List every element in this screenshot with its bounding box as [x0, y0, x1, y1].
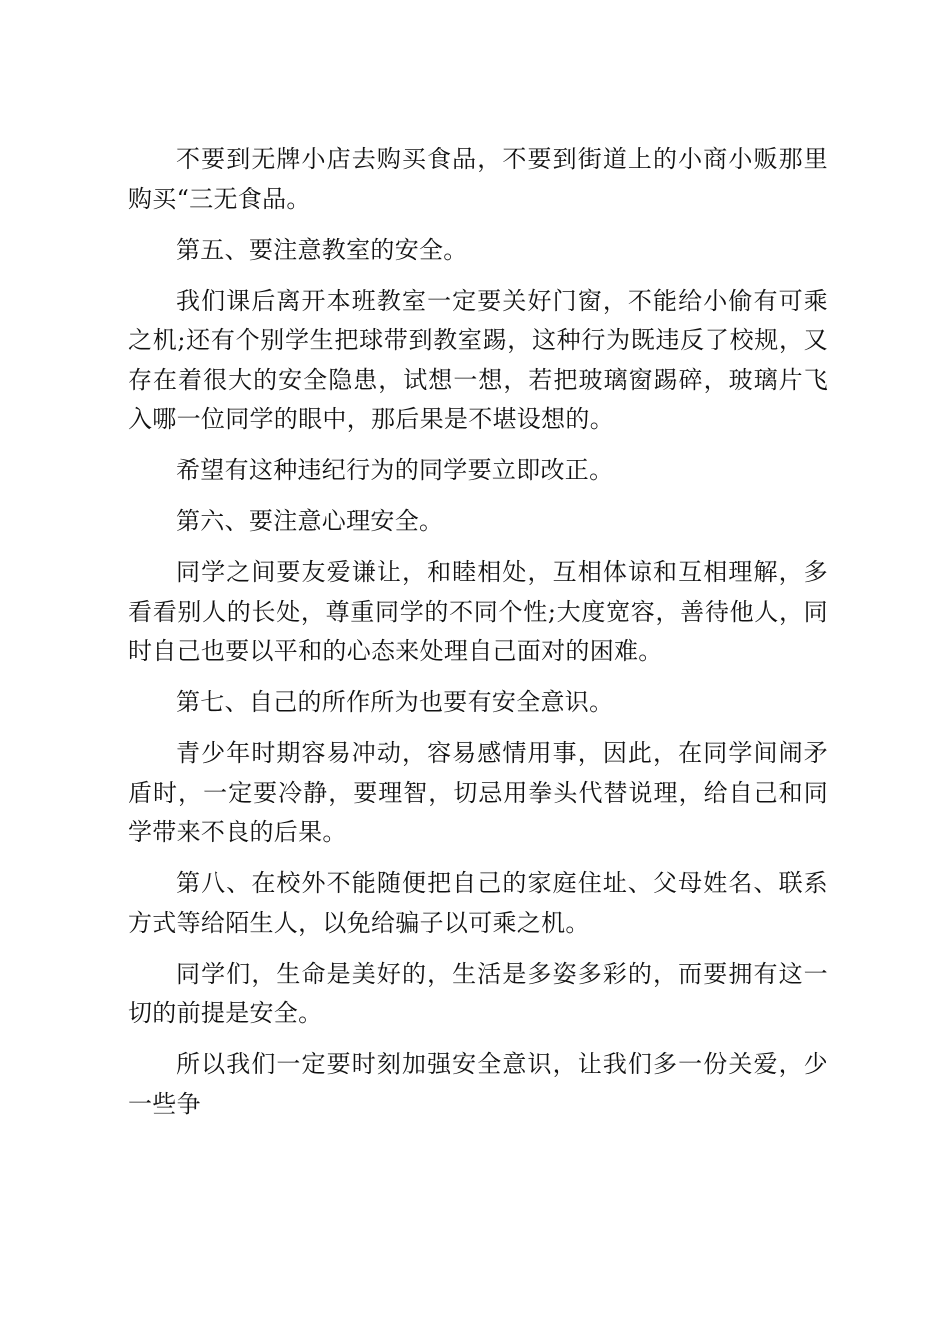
- heading-self-awareness: 第七、自己的所作所为也要有安全意识。: [176, 688, 614, 716]
- paragraph-self-awareness: 青少年时期容易冲动，容易感情用事，因此，在同学间闹矛盾时，一定要冷静，要理智，切忌用拳头代替说理，给自己和同学带来不良的后果。: [128, 739, 828, 846]
- paragraph-classroom-safety: 我们课后离开本班教室一定要关好门窗，不能给小偷有可乘之机;还有个别学生把球带到教室踢，这种行为既违反了校规，又存在着很大的安全隐患，试想一想，若把玻璃窗踢碎，玻璃片飞入哪一位同学的眼中，那后果是不堪设想的。: [128, 286, 828, 433]
- paragraph-psychological-safety: 同学之间要友爱谦让，和睦相处，互相体谅和互相理解，多看看别人的长处，尊重同学的不同个性;大度宽容，善待他人，同时自己也要以平和的心态来处理自己面对的困难。: [128, 558, 828, 665]
- heading-psychological-safety: 第六、要注意心理安全。: [176, 507, 444, 535]
- heading-classroom-safety: 第五、要注意教室的安全。: [176, 235, 468, 264]
- paragraph-personal-info: 第八、在校外不能随便把自己的家庭住址、父母姓名、联系方式等给陌生人，以免给骗子以可乘之机。: [128, 869, 828, 937]
- paragraph-life-safety: 同学们，生命是美好的，生活是多姿多彩的，而要拥有这一切的前提是安全。: [128, 959, 828, 1027]
- paragraph-conclusion: 所以我们一定要时刻加强安全意识，让我们多一份关爱，少一些争: [128, 1050, 828, 1118]
- document-body: [128, 140, 828, 1136]
- paragraph-correction: 希望有这种违纪行为的同学要立即改正。: [176, 456, 614, 484]
- paragraph-food-safety: 不要到无牌小店去购买食品，不要到街道上的小商小贩那里购买“三无食品。: [128, 145, 828, 213]
